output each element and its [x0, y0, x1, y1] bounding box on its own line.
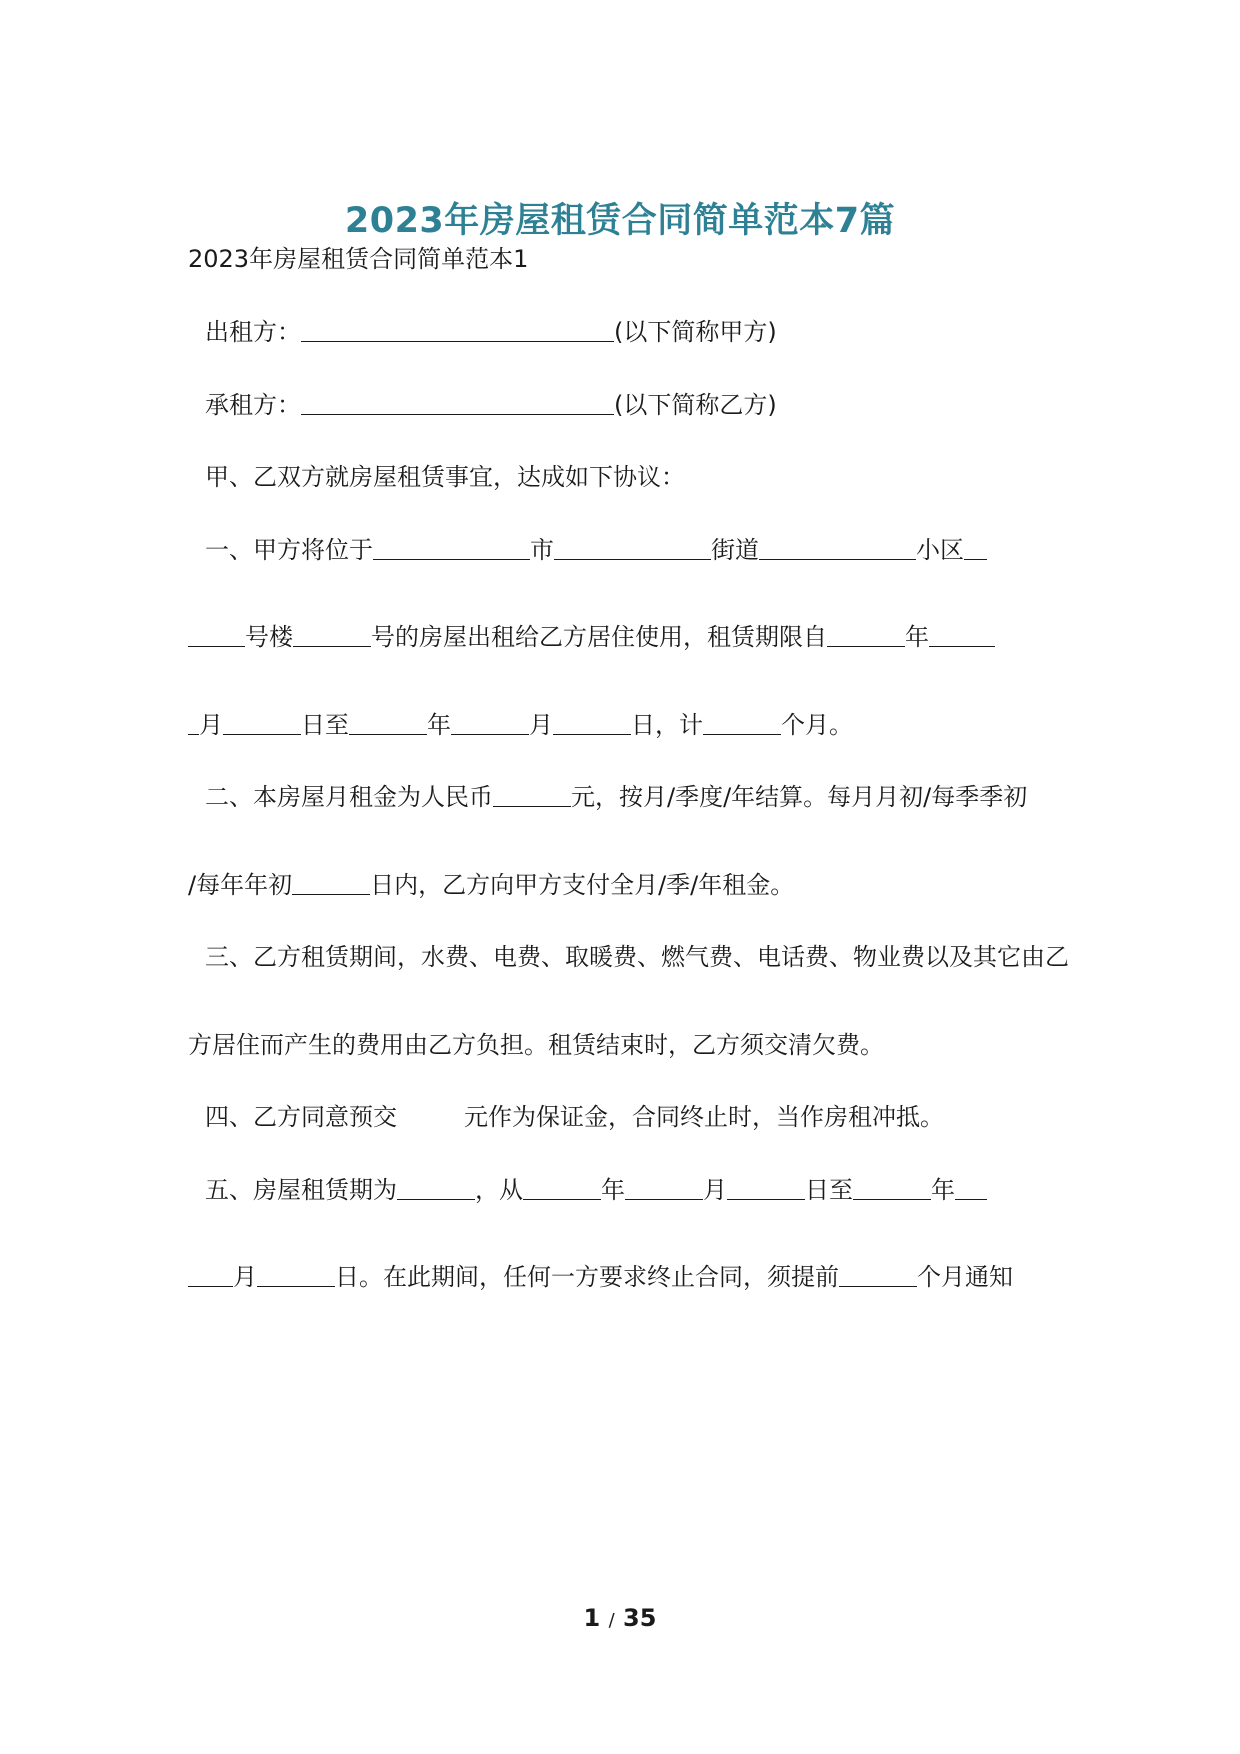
clause5-line2 [188, 1261, 1060, 1293]
page-number [0, 1604, 1240, 1632]
section-heading: 2023年房屋租赁合同简单范本1 [188, 245, 529, 273]
lessee-label: 承租方： [205, 391, 301, 419]
street-blank[interactable] [554, 537, 711, 560]
clause2-line1 [188, 781, 1077, 813]
clause3-line1: 三、乙方租赁期间，水费、电费、取暖费、燃气费、电话费、物业费以及其它由乙 [205, 943, 1069, 971]
lessor-label: 出租方： [205, 318, 301, 346]
clause1-text-a: 一、甲方将位于 [205, 536, 373, 564]
term-start-month-blank[interactable] [625, 1177, 703, 1200]
clause1-line2 [188, 621, 1060, 653]
current-page: 1 [583, 1604, 601, 1632]
clause5-line1 [188, 1174, 1077, 1206]
term-end-year-blank[interactable] [853, 1177, 931, 1200]
end-day-blank[interactable] [553, 712, 631, 735]
clause1-text-e: 号楼 [245, 623, 293, 651]
clause5-text-d: 月 [703, 1176, 727, 1204]
clause1-text-f: 号的房屋出租给乙方居住使用，租赁期限自 [371, 623, 827, 651]
unit-blank[interactable] [293, 624, 371, 647]
rent-amount-blank[interactable] [493, 784, 571, 807]
term-start-day-blank[interactable] [727, 1177, 805, 1200]
city-blank[interactable] [373, 537, 530, 560]
start-year-blank[interactable] [827, 624, 905, 647]
clause1-line3 [188, 709, 1060, 741]
lessor-line [188, 316, 1077, 348]
end-month-blank[interactable] [451, 712, 529, 735]
clause1-text-c: 街道 [711, 536, 759, 564]
clause5-text-b: ，从 [475, 1176, 523, 1204]
lessee-suffix: (以下简称乙方) [614, 391, 777, 419]
end-year-blank[interactable] [349, 712, 427, 735]
clause2-text-d: 日内，乙方向甲方支付全月/季/年租金。 [370, 871, 795, 899]
term-end-month-blank-start[interactable] [955, 1177, 987, 1200]
clause5-text-e: 日至 [805, 1176, 853, 1204]
building-blank-end[interactable] [188, 624, 245, 647]
clause4-line [188, 1101, 1077, 1133]
lessor-suffix: (以下简称甲方) [614, 318, 777, 346]
notice-months-blank[interactable] [839, 1264, 917, 1287]
start-month-blank-start[interactable] [929, 624, 995, 647]
payment-days-blank[interactable] [292, 872, 370, 895]
clause2-text-a: 二、本房屋月租金为人民币 [205, 783, 493, 811]
lessee-line [188, 389, 1077, 421]
clause1-line1 [188, 534, 1077, 566]
start-day-blank[interactable] [223, 712, 301, 735]
page-title: 2023年房屋租赁合同简单范本7篇 [344, 201, 896, 241]
intro-text: 甲、乙双方就房屋租赁事宜，达成如下协议： [205, 463, 685, 491]
clause5-text-i: 个月通知 [917, 1263, 1013, 1291]
clause5-text-g: 月 [233, 1263, 257, 1291]
clause4-text-b: 元作为保证金，合同终止时，当作房租冲抵。 [464, 1103, 944, 1131]
clause1-text-d: 小区 [916, 536, 964, 564]
clause3-line2: 方居住而产生的费用由乙方负担。租赁结束时，乙方须交清欠费。 [188, 1031, 884, 1059]
clause1-text-g: 年 [905, 623, 929, 651]
lessee-name-blank[interactable] [301, 392, 614, 415]
total-pages: 35 [623, 1604, 657, 1632]
term-end-month-blank-end[interactable] [188, 1264, 233, 1287]
clause1-text-k: 月 [529, 711, 553, 739]
start-month-blank-end[interactable] [188, 712, 199, 735]
clause5-text-h: 日。在此期间，任何一方要求终止合同，须提前 [335, 1263, 839, 1291]
clause1-text-m: 个月。 [781, 711, 853, 739]
clause2-text-c: /每年年初 [188, 871, 293, 899]
clause5-text-f: 年 [931, 1176, 955, 1204]
term-start-year-blank[interactable] [523, 1177, 601, 1200]
clause2-text-b: 元，按月/季度/年结算。每月月初/每季季初 [571, 783, 1028, 811]
clause1-text-b: 市 [530, 536, 554, 564]
term-end-day-blank[interactable] [257, 1264, 335, 1287]
clause1-text-j: 年 [427, 711, 451, 739]
clause2-line2 [188, 869, 1060, 901]
clause1-text-l: 日，计 [631, 711, 703, 739]
clause4-text-a: 四、乙方同意预交 [205, 1103, 397, 1131]
community-blank[interactable] [759, 537, 916, 560]
building-blank-start[interactable] [964, 537, 987, 560]
clause5-text-a: 五、房屋租赁期为 [205, 1176, 397, 1204]
lessor-name-blank[interactable] [301, 319, 614, 342]
clause1-text-i: 日至 [301, 711, 349, 739]
months-blank[interactable] [703, 712, 781, 735]
clause1-text-h: 月 [199, 711, 223, 739]
page-separator: / [608, 1610, 615, 1631]
lease-term-blank[interactable] [397, 1177, 475, 1200]
clause5-text-c: 年 [601, 1176, 625, 1204]
